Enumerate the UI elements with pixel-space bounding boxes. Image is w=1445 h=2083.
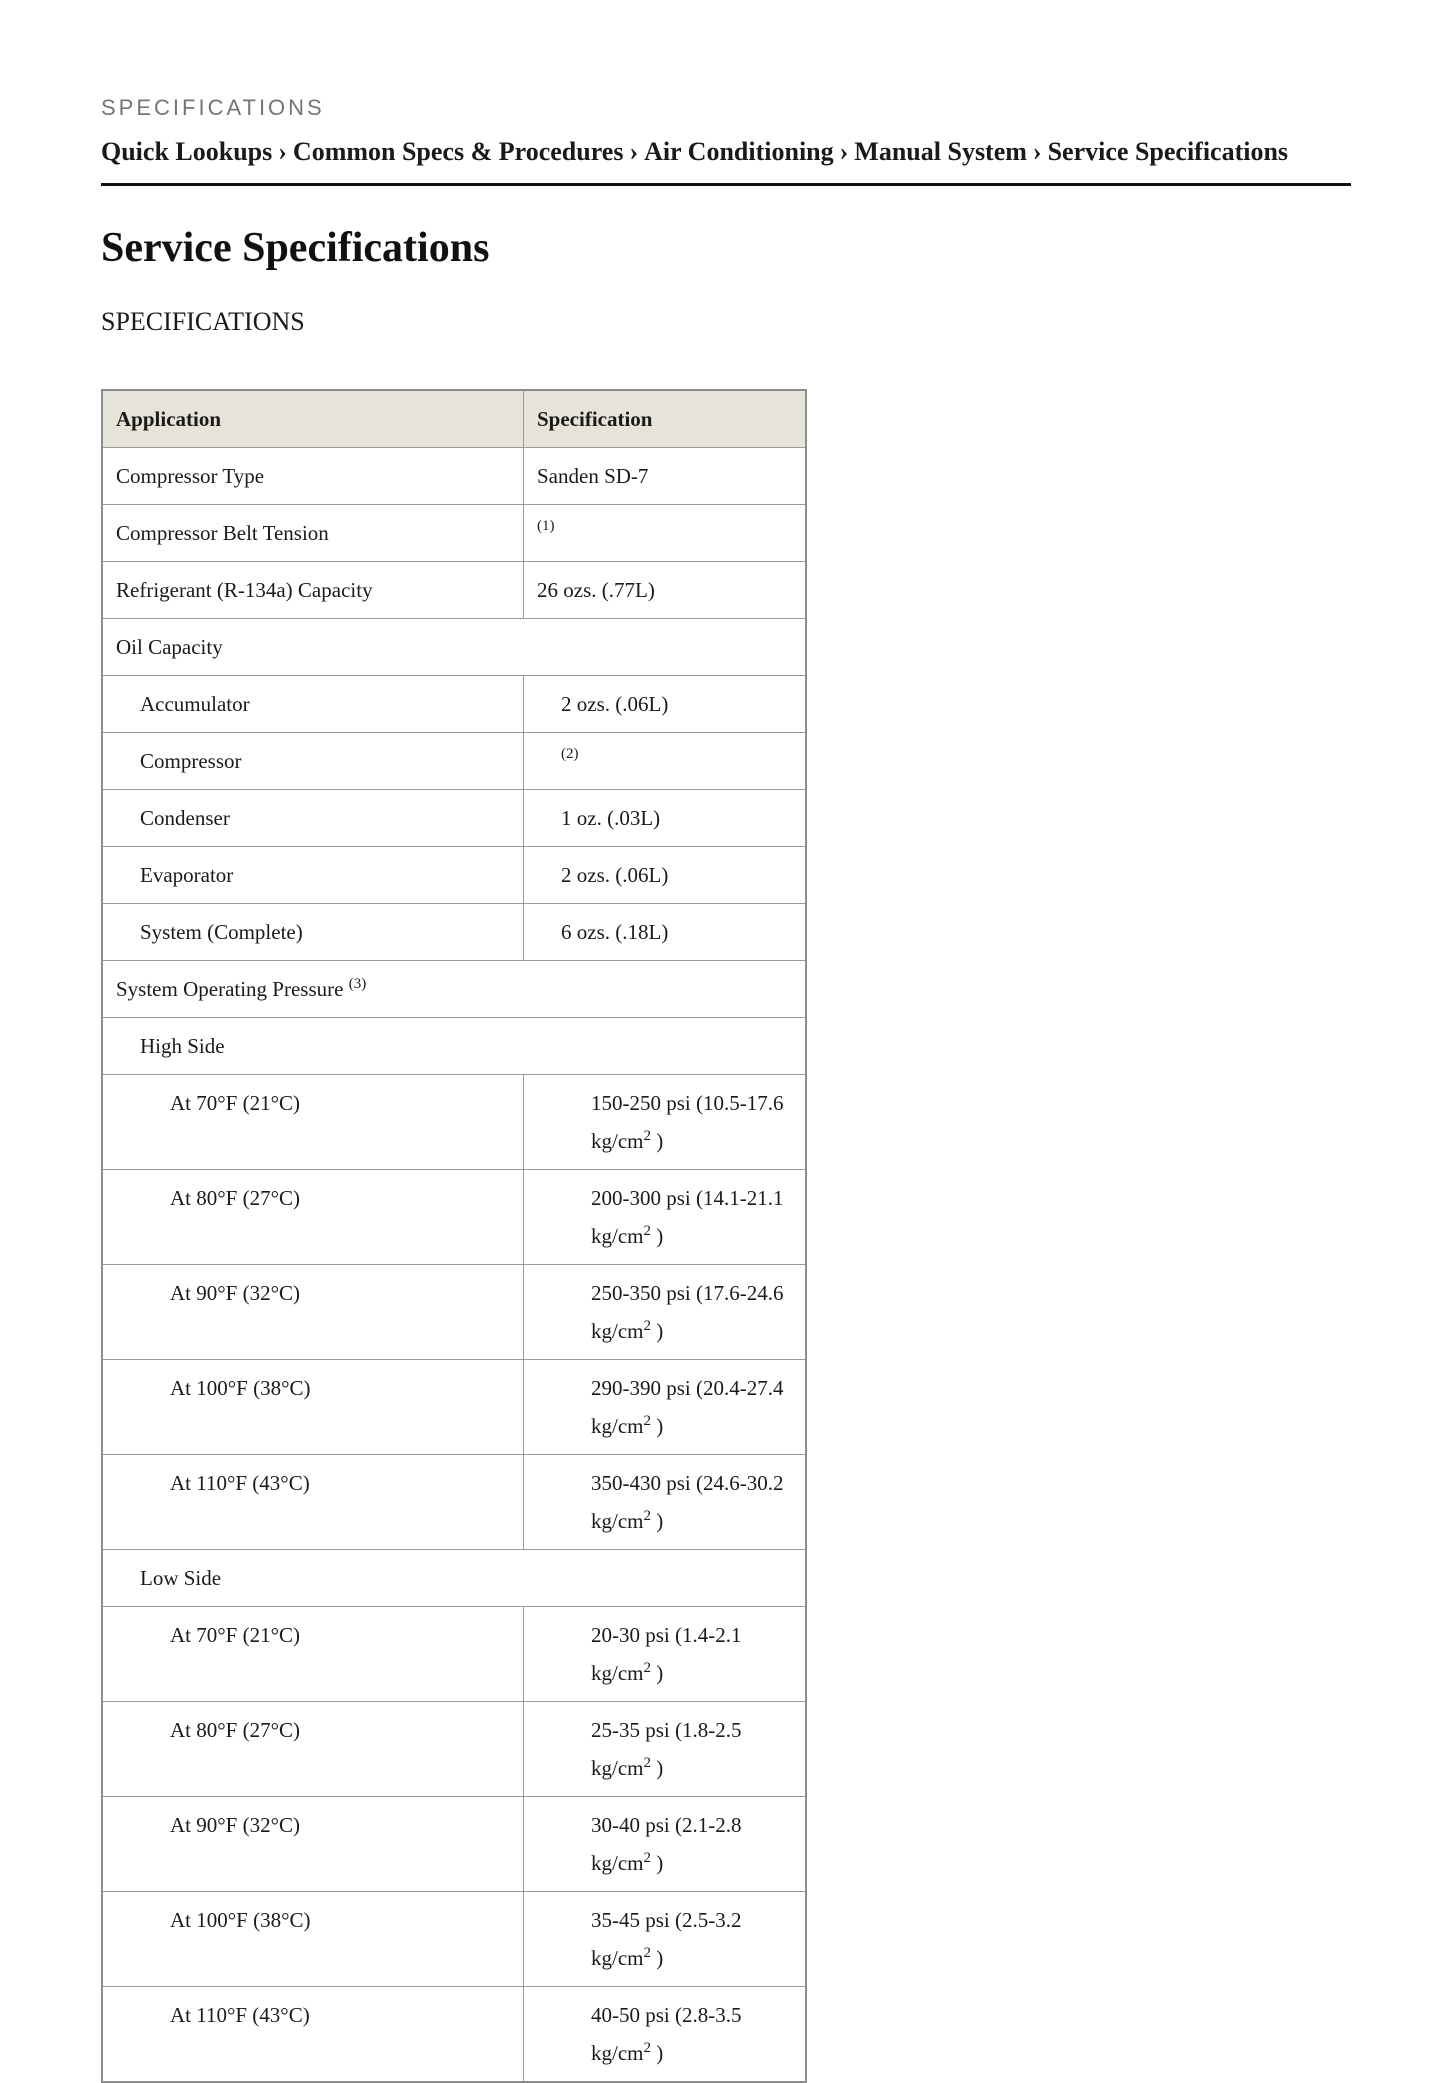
table-row	[102, 733, 806, 790]
breadcrumb-quick-lookups[interactable]: Quick Lookups	[101, 137, 273, 166]
row-label: At 110°F (43°C)	[102, 1987, 524, 2083]
unit-exponent: 2	[643, 1413, 651, 1429]
pressure-value: 350-430 psi (24.6-30.2	[591, 1471, 784, 1495]
row-value	[524, 1455, 807, 1550]
close-paren: )	[656, 1756, 664, 1780]
unit-text: kg/cm	[591, 1414, 644, 1438]
close-paren: )	[656, 2041, 664, 2065]
row-value	[524, 1075, 807, 1170]
footnote-ref: (2)	[561, 746, 579, 762]
unit-exponent: 2	[643, 1508, 651, 1524]
unit-exponent: 2	[643, 1755, 651, 1771]
unit-exponent: 2	[643, 1223, 651, 1239]
group-label-text: System Operating Pressure	[116, 977, 344, 1001]
row-value: Sanden SD-7	[524, 448, 807, 505]
unit-text: kg/cm	[591, 1509, 644, 1533]
row-label: At 90°F (32°C)	[102, 1797, 524, 1892]
row-value: 26 ozs. (.77L)	[524, 562, 807, 619]
close-paren: )	[656, 1129, 664, 1153]
pressure-value: 250-350 psi (17.6-24.6	[591, 1281, 784, 1305]
row-label: At 100°F (38°C)	[102, 1892, 524, 1987]
row-label: At 70°F (21°C)	[102, 1075, 524, 1170]
row-value	[524, 1360, 807, 1455]
table-row	[102, 1170, 806, 1265]
close-paren: )	[656, 1661, 664, 1685]
table-row	[102, 1702, 806, 1797]
row-label: Evaporator	[102, 847, 524, 904]
breadcrumb-service-specifications: Service Specifications	[1047, 137, 1289, 166]
row-label: At 110°F (43°C)	[102, 1455, 524, 1550]
unit-exponent: 2	[643, 1318, 651, 1334]
pressure-value: 30-40 psi (2.1-2.8 kg/cm	[591, 1813, 742, 1875]
group-label-high-side: High Side	[102, 1018, 806, 1075]
close-paren: )	[656, 1509, 664, 1533]
breadcrumb-common-specs[interactable]: Common Specs & Procedures	[292, 137, 624, 166]
table-group-row	[102, 619, 806, 676]
row-label: At 90°F (32°C)	[102, 1265, 524, 1360]
pressure-value: 25-35 psi (1.8-2.5 kg/cm	[591, 1718, 742, 1780]
row-label: At 80°F (27°C)	[102, 1702, 524, 1797]
close-paren: )	[656, 1851, 664, 1875]
table-row	[102, 847, 806, 904]
row-label: Condenser	[102, 790, 524, 847]
row-value	[524, 1987, 807, 2083]
row-label: At 80°F (27°C)	[102, 1170, 524, 1265]
row-label: System (Complete)	[102, 904, 524, 961]
pressure-value: 35-45 psi (2.5-3.2 kg/cm	[591, 1908, 742, 1970]
table-header-row	[102, 390, 806, 448]
table-row	[102, 790, 806, 847]
table-row	[102, 1607, 806, 1702]
unit-text: kg/cm	[591, 1319, 644, 1343]
row-value	[524, 1797, 807, 1892]
pressure-value: 150-250 psi (10.5-17.6	[591, 1091, 784, 1115]
row-label: At 100°F (38°C)	[102, 1360, 524, 1455]
pressure-value: 290-390 psi (20.4-27.4	[591, 1376, 784, 1400]
row-label: Compressor Belt Tension	[102, 505, 524, 562]
row-value	[524, 1170, 807, 1265]
unit-exponent: 2	[643, 1660, 651, 1676]
page-title: Service Specifications	[101, 225, 490, 271]
specifications-table	[101, 389, 807, 2083]
row-value: 2 ozs. (.06L)	[524, 847, 807, 904]
table-row	[102, 562, 806, 619]
row-value	[524, 1892, 807, 1987]
row-value	[524, 505, 807, 562]
row-value: 6 ozs. (.18L)	[524, 904, 807, 961]
row-value: 2 ozs. (.06L)	[524, 676, 807, 733]
table-row	[102, 448, 806, 505]
row-value	[524, 1607, 807, 1702]
table-row	[102, 1455, 806, 1550]
footnote-ref: (1)	[537, 518, 555, 534]
table-group-row	[102, 961, 806, 1018]
table-row	[102, 904, 806, 961]
close-paren: )	[656, 1946, 664, 1970]
breadcrumb-separator: ›	[839, 137, 849, 166]
close-paren: )	[656, 1224, 664, 1248]
table-row	[102, 1265, 806, 1360]
row-label: Accumulator	[102, 676, 524, 733]
close-paren: )	[656, 1414, 664, 1438]
breadcrumb-separator: ›	[278, 137, 287, 166]
section-title: SPECIFICATIONS	[101, 307, 305, 336]
close-paren: )	[656, 1319, 664, 1343]
footnote-ref: (3)	[348, 976, 367, 992]
header-specification: Specification	[524, 390, 807, 448]
row-value: 1 oz. (.03L)	[524, 790, 807, 847]
unit-text: kg/cm	[591, 1129, 644, 1153]
breadcrumb-separator: ›	[1032, 137, 1042, 166]
unit-exponent: 2	[643, 1945, 651, 1961]
row-label: Compressor	[102, 733, 524, 790]
unit-exponent: 2	[643, 1128, 651, 1144]
table-group-row	[102, 1550, 806, 1607]
table-row	[102, 1075, 806, 1170]
row-label: Compressor Type	[102, 448, 524, 505]
table-row	[102, 1987, 806, 2083]
table-row	[102, 1892, 806, 1987]
row-label: Refrigerant (R-134a) Capacity	[102, 562, 524, 619]
breadcrumb-air-conditioning[interactable]: Air Conditioning	[644, 137, 834, 166]
unit-exponent: 2	[643, 2040, 651, 2056]
group-label-oil-capacity: Oil Capacity	[102, 619, 806, 676]
header-application: Application	[102, 390, 524, 448]
table-row	[102, 1360, 806, 1455]
row-value	[524, 1702, 807, 1797]
pressure-value: 20-30 psi (1.4-2.1 kg/cm	[591, 1623, 742, 1685]
group-label-operating-pressure	[102, 961, 806, 1018]
breadcrumb	[101, 137, 1351, 186]
pressure-value: 200-300 psi (14.1-21.1	[591, 1186, 784, 1210]
group-label-low-side: Low Side	[102, 1550, 806, 1607]
breadcrumb-separator: ›	[629, 137, 639, 166]
table-row	[102, 676, 806, 733]
section-kicker: SPECIFICATIONS	[101, 95, 325, 120]
pressure-value: 40-50 psi (2.8-3.5 kg/cm	[591, 2003, 742, 2065]
table-row	[102, 1797, 806, 1892]
row-label: At 70°F (21°C)	[102, 1607, 524, 1702]
unit-text: kg/cm	[591, 1224, 644, 1248]
breadcrumb-manual-system[interactable]: Manual System	[854, 137, 1027, 166]
row-value	[524, 733, 807, 790]
table-row	[102, 505, 806, 562]
table-group-row	[102, 1018, 806, 1075]
row-value	[524, 1265, 807, 1360]
unit-exponent: 2	[643, 1850, 651, 1866]
